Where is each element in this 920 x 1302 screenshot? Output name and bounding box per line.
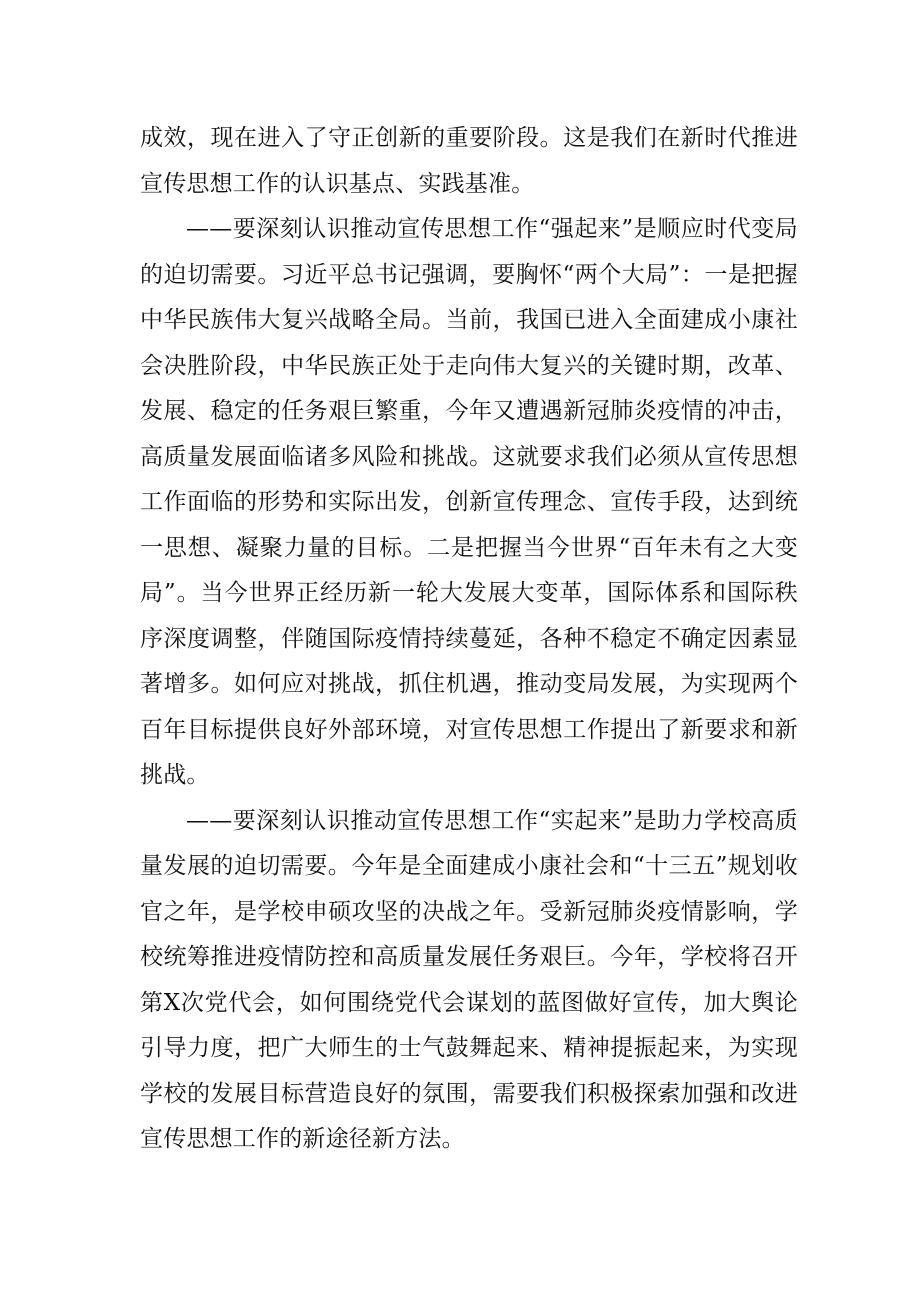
paragraph-strong-rise: ——要深刻认识推动宣传思想工作“强起来”是顺应时代变局的迫切需要。习近平总书记强调，要胸怀“两个大局”：一是把握中华民族伟大复兴战略全局。当前，我国已进入全面建成小康社会决胜阶段，中华民族正处于走向伟大复兴的关键时期，改革、发展、稳定的任务艰巨繁重，今年又遭遇新冠肺炎疫情的冲击，高质量发展面临诸多风险和挑战。这就要求我们必须从宣传思想工作面临的形势和实际出发，创新宣传理念、宣传手段，达到统一思想、凝聚力量的目标。二是把握当今世界“百年未有之大变局”。当今世界正经历新一轮大发展大变革，国际体系和国际秩序深度调整，伴随国际疫情持续蔓延，各种不稳定不确定因素显著增多。如何应对挑战，抓住机遇，推动变局发展，为实现两个百年目标提供良好外部环境，对宣传思想工作提出了新要求和新挑战。 [140,216,798,788]
paragraph-solid-rise: ——要深刻认识推动宣传思想工作“实起来”是助力学校高质量发展的迫切需要。今年是全面建成小康社会和“十三五”规划收官之年，是学校申硕攻坚的决战之年。受新冠肺炎疫情影响，学校统筹推进疫情防控和高质量发展任务艰巨。今年，学校将召开第X次党代会，如何围绕党代会谋划的蓝图做好宣传，加大舆论引导力度，把广大师生的士气鼓舞起来、精神提振起来，为实现学校的发展目标营造良好的氛围，需要我们积极探索加强和改进宣传思想工作的新途径新方法。 [140,807,798,1152]
document-body [140,116,798,1163]
paragraph-continuation: 成效，现在进入了守正创新的重要阶段。这是我们在新时代推进宣传思想工作的认识基点、实践基准。 [140,125,798,197]
